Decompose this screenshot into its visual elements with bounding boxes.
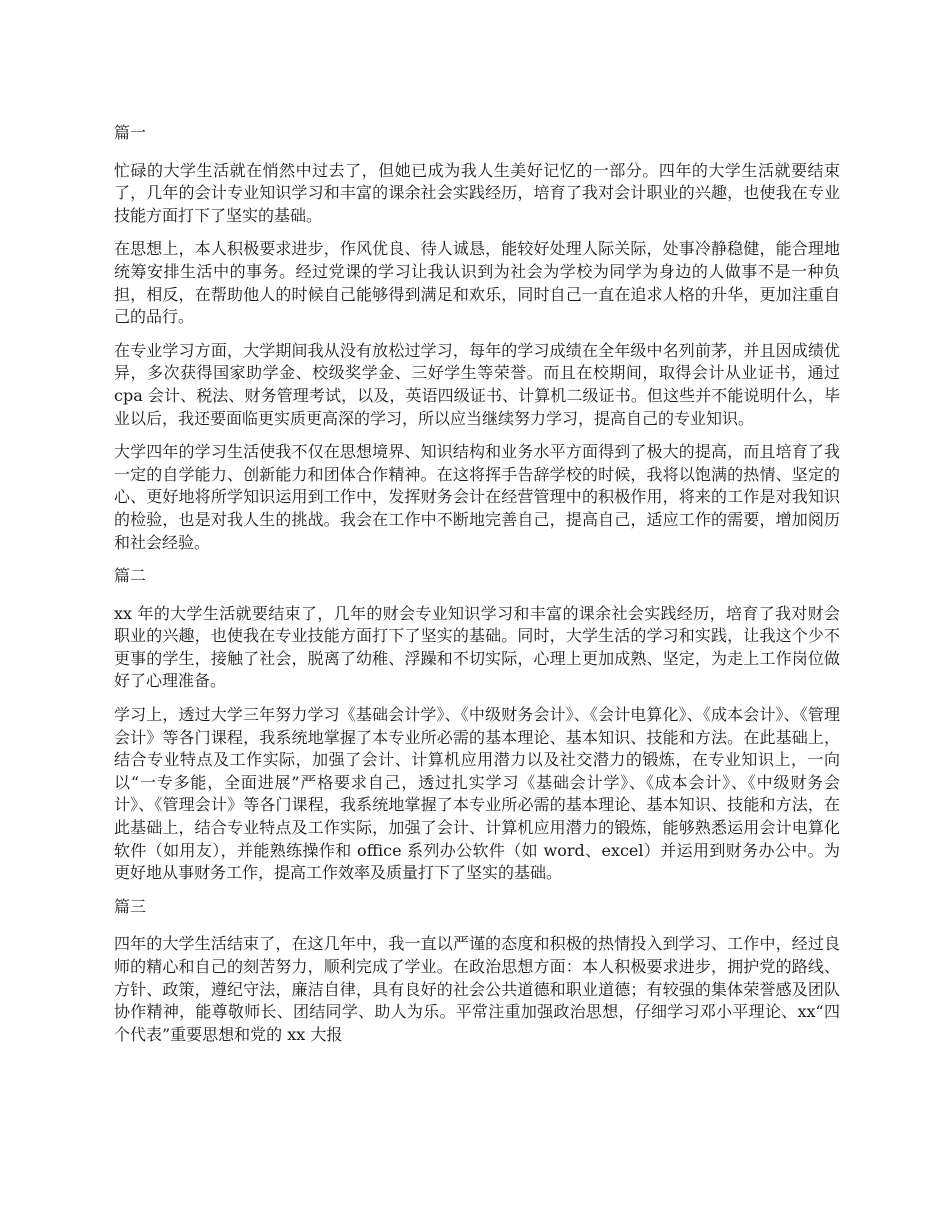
paragraph: 在专业学习方面，大学期间我从没有放松过学习，每年的学习成绩在全年级中名列前茅，并且因成绩优异，多次获得国家助学金、校级奖学金、三好学生等荣誉。而且在校期间，取得会计从业证书，通过 cpa 会计、税法、财务管理考试，以及，英语四级证书、计算机二级证书。但这些并不能说明什么，毕业以后，我还要面临更实质更高深的学习，所以应当继续努力学习，提高自己的专业知识。: [114, 340, 840, 428]
paragraph: 在思想上，本人积极要求进步，作风优良、待人诚恳，能较好处理人际关际，处事冷静稳健，能合理地统筹安排生活中的事务。经过党课的学习让我认识到为社会为学校为同学为身边的人做事不是一种负担，相反，在帮助他人的时候自己能够得到满足和欢乐，同时自己一直在追求人格的升华，更加注重自己的品行。: [114, 239, 840, 327]
paragraph: 四年的大学生活结束了，在这几年中，我一直以严谨的态度和积极的热情投入到学习、工作中，经过良师的精心和自己的刻苦努力，顺利完成了学业。在政治思想方面：本人积极要求进步，拥护党的路线、方针、政策，遵纪守法，廉洁自律，具有良好的社会公共道德和职业道德；有较强的集体荣誉感及团队协作精神，能尊敬师长、团结同学、助人为乐。平常注重加强政治思想，仔细学习邓小平理论、xx“四个代表”重要思想和党的 xx 大报: [114, 934, 840, 1044]
section-heading-3: 篇三: [114, 896, 147, 916]
section-heading-1: 篇一: [114, 123, 147, 142]
document-body: [114, 122, 840, 1046]
paragraph: 忙碌的大学生活就在悄然中过去了，但她已成为我人生美好记忆的一部分。四年的大学生活就要结束了，几年的会计专业知识学习和丰富的课余社会实践经历，培育了我对会计职业的兴趣，也使我在专业技能方面打下了坚实的基础。: [114, 160, 840, 225]
paragraph: 大学四年的学习生活使我不仅在思想境界、知识结构和业务水平方面得到了极大的提高，而且培育了我一定的自学能力、创新能力和团体合作精神。在这将挥手告辞学校的时候，我将以饱满的热情、坚定的心、更好地将所学知识运用到工作中，发挥财务会计在经营管理中的积极作用，将来的工作是对我知识的检验，也是对我人生的挑战。我会在工作中不断地完善自己，提高自己，适应工作的需要，增加阅历和社会经验。: [114, 442, 840, 552]
paragraph: 学习上，透过大学三年努力学习《基础会计学》、《中级财务会计》、《会计电算化》、《成本会计》、《管理会计》等各门课程，我系统地掌握了本专业所必需的基本理论、基本知识、技能和方法。在此基础上，结合专业特点及工作实际，加强了会计、计算机应用潜力以及社交潜力的锻炼，在专业知识上，一向以“一专多能，全面进展”严格要求自己，透过扎实学习《基础会计学》、《成本会计》、《中级财务会计》、《管理会计》等各门课程，我系统地掌握了本专业所必需的基本理论、基本知识、技能和方法，在此基础上，结合专业特点及工作实际，加强了会计、计算机应用潜力的锻炼，能够熟悉运用会计电算化软件（如用友），并能熟练操作和 office 系列办公软件（如 word、excel）并运用到财务办公中。为更好地从事财务工作，提高工作效率及质量打下了坚实的基础。: [114, 705, 840, 883]
paragraph: xx 年的大学生活就要结束了，几年的财会专业知识学习和丰富的课余社会实践经历，培育了我对财会职业的兴趣，也使我在专业技能方面打下了坚实的基础。同时，大学生活的学习和实践，让我这个少不更事的学生，接触了社会，脱离了幼稚、浮躁和不切实际，心理上更加成熟、坚定，为走上工作岗位做好了心理准备。: [114, 603, 840, 691]
section-heading-2: 篇二: [114, 566, 147, 586]
